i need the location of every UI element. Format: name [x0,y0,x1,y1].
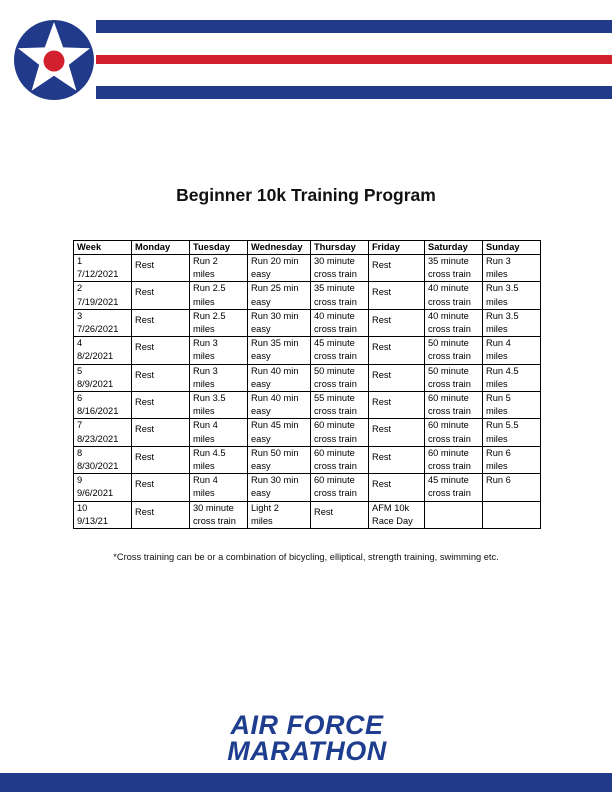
workout-cell [483,392,541,419]
week-number: 4 [77,338,83,349]
workout-cell [369,419,425,446]
workout-cell [369,446,425,473]
week-date: 9/13/21 [77,515,109,526]
workout-cell [311,309,369,336]
table-row [74,419,541,446]
workout-line-1: Run 2 [193,256,218,266]
workout-line-1: Rest [372,479,392,490]
workout-cell [425,364,483,391]
workout-line-1: 35 minute [314,283,355,294]
workout-cell [425,501,483,528]
table-row [74,446,541,473]
workout-cell [248,309,311,336]
workout-cell [311,474,369,501]
workout-cell [190,282,248,309]
workout-line-1: Run 45 min [251,420,299,431]
week-cell [74,337,132,364]
workout-line-2: cross train [314,296,357,307]
workout-line-1: Rest [135,369,155,380]
workout-cell [425,309,483,336]
workout-line-1: Run 40 min [251,393,299,404]
workout-line-2: miles [193,433,215,444]
workout-line-1: 50 minute [428,365,469,376]
week-cell [74,364,132,391]
workout-cell [425,282,483,309]
workout-cell [369,474,425,501]
header-stripe-red [96,55,612,64]
workout-cell [132,255,190,282]
workout-line-1: Rest [135,506,155,517]
workout-cell [248,282,311,309]
week-cell [74,392,132,419]
workout-line-1: 30 minute [314,256,355,266]
workout-cell [190,446,248,473]
workout-cell [248,474,311,501]
header-stripe-navy-bottom [96,86,612,99]
workout-line-2: miles [486,269,508,280]
table-row [74,364,541,391]
workout-line-1: Rest [135,451,155,462]
workout-cell [369,501,425,528]
workout-cell [132,309,190,336]
workout-line-2: miles [193,324,215,335]
workout-line-1: Run 40 min [251,365,299,376]
workout-cell [132,337,190,364]
workout-line-1: Run 4 [193,420,218,431]
workout-line-1: Run 30 min [251,310,299,321]
workout-cell [190,501,248,528]
workout-cell [425,419,483,446]
column-header: Saturday [425,241,483,255]
workout-cell [311,255,369,282]
workout-line-2: cross train [314,406,357,417]
week-cell [74,419,132,446]
workout-cell [483,255,541,282]
workout-line-2: cross train [428,488,471,499]
workout-line-2: easy [251,461,271,472]
workout-line-1: 60 minute [428,393,469,404]
week-cell [74,474,132,501]
workout-cell [311,364,369,391]
week-cell [74,255,132,282]
workout-line-1: Rest [135,479,155,490]
workout-cell [311,282,369,309]
workout-line-1: Run 2.5 [193,310,226,321]
column-header: Thursday [311,241,369,255]
workout-line-1: Rest [135,287,155,298]
workout-cell [190,364,248,391]
workout-line-2: cross train [428,461,471,472]
workout-line-2: miles [486,351,508,362]
workout-line-1: 45 minute [428,475,469,486]
workout-line-2: easy [251,269,271,280]
workout-line-1: Rest [372,397,392,408]
workout-line-1: Rest [372,342,392,353]
workout-line-1: 60 minute [314,475,355,486]
column-header: Week [74,241,132,255]
training-schedule-table [73,240,541,529]
workout-line-2: easy [251,324,271,335]
cross-training-footnote: *Cross training can be or a combination of bicycling, elliptical, strength training, swimming etc. [113,552,499,562]
workout-cell [483,474,541,501]
workout-line-1: Run 4 [193,475,218,486]
workout-cell [248,337,311,364]
column-header: Monday [132,241,190,255]
workout-line-2: miles [193,406,215,417]
page-title: Beginner 10k Training Program [176,185,436,205]
workout-line-1: 40 minute [428,283,469,294]
workout-cell [190,392,248,419]
workout-line-1: Rest [135,260,155,270]
workout-line-2: cross train [193,515,236,526]
workout-line-1: 60 minute [428,420,469,431]
workout-cell [483,419,541,446]
workout-line-2: miles [251,515,273,526]
workout-line-1: Run 3.5 [486,283,519,294]
workout-line-2: cross train [428,433,471,444]
workout-line-1: 50 minute [428,338,469,349]
workout-cell [248,255,311,282]
workout-line-2: cross train [428,351,471,362]
workout-line-2: cross train [428,269,471,280]
workout-cell [311,501,369,528]
workout-cell [483,364,541,391]
workout-cell [248,419,311,446]
workout-line-1: Rest [372,260,392,270]
workout-line-1: Rest [372,314,392,325]
workout-line-1: Run 3 [486,256,511,266]
column-header: Wednesday [248,241,311,255]
workout-line-2: miles [193,269,215,280]
workout-line-1: Rest [135,397,155,408]
table-row [74,255,541,282]
workout-line-2: cross train [428,296,471,307]
workout-line-2: miles [193,351,215,362]
workout-cell [132,446,190,473]
table-row [74,337,541,364]
workout-line-1: Run 5.5 [486,420,519,431]
workout-cell [483,282,541,309]
week-date: 8/16/2021 [77,406,119,417]
workout-line-2: miles [193,488,215,499]
workout-line-1: Rest [372,451,392,462]
week-cell [74,501,132,528]
workout-line-1: Run 3 [193,338,218,349]
workout-line-1: AFM 10k [372,502,410,513]
workout-line-2: easy [251,296,271,307]
workout-line-1: Run 4 [486,338,511,349]
workout-line-1: Run 4.5 [486,365,519,376]
workout-line-2: cross train [314,488,357,499]
week-date: 8/9/2021 [77,378,114,389]
column-header: Sunday [483,241,541,255]
week-number: 2 [77,283,83,294]
footer-stripe [0,773,612,792]
table-row [74,282,541,309]
workout-cell [190,255,248,282]
workout-line-1: 45 minute [314,338,355,349]
week-cell [74,446,132,473]
workout-line-2: cross train [428,406,471,417]
workout-line-1: Run 3.5 [193,393,226,404]
workout-cell [311,392,369,419]
workout-cell [425,474,483,501]
air-force-marathon-logo [221,712,393,764]
workout-line-1: Rest [135,314,155,325]
roundel-star-icon [14,20,94,100]
workout-line-1: Rest [372,287,392,298]
workout-line-1: 35 minute [428,256,469,266]
workout-cell [369,392,425,419]
workout-line-2: cross train [428,324,471,335]
workout-cell [483,446,541,473]
logo-line-2: MARATHON [227,736,387,766]
table-header-row [74,241,541,255]
workout-cell [190,337,248,364]
workout-line-1: Run 25 min [251,283,299,294]
workout-cell [132,501,190,528]
workout-cell [425,392,483,419]
workout-line-1: 60 minute [314,447,355,458]
workout-line-2: cross train [314,378,357,389]
table-row [74,501,541,528]
workout-cell [483,337,541,364]
workout-line-2: easy [251,433,271,444]
workout-line-1: Rest [135,342,155,353]
week-cell [74,282,132,309]
workout-line-1: 50 minute [314,365,355,376]
week-number: 1 [77,256,83,266]
workout-line-1: 55 minute [314,393,355,404]
workout-line-2: cross train [314,461,357,472]
workout-line-2: cross train [314,433,357,444]
workout-cell [190,474,248,501]
workout-line-2: miles [486,378,508,389]
workout-line-1: Rest [372,424,392,435]
workout-line-2: miles [486,296,508,307]
workout-cell [369,309,425,336]
week-number: 5 [77,365,83,376]
week-date: 8/30/2021 [77,461,119,472]
workout-line-1: 40 minute [314,310,355,321]
workout-line-1: Light 2 [251,502,279,513]
column-header: Friday [369,241,425,255]
table-row [74,474,541,501]
week-date: 9/6/2021 [77,488,114,499]
header-banner [0,0,612,110]
week-number: 9 [77,475,83,486]
workout-line-2: easy [251,351,271,362]
week-number: 7 [77,420,83,431]
week-date: 8/23/2021 [77,433,119,444]
workout-cell [132,419,190,446]
week-date: 7/26/2021 [77,324,119,335]
workout-line-1: Run 4.5 [193,447,226,458]
workout-line-2: miles [193,296,215,307]
workout-line-1: Run 6 [486,475,511,486]
week-date: 8/2/2021 [77,351,114,362]
workout-line-1: Run 3.5 [486,310,519,321]
workout-line-2: miles [486,433,508,444]
workout-cell [369,337,425,364]
workout-cell [248,446,311,473]
workout-line-1: Run 5 [486,393,511,404]
week-number: 10 [77,502,88,513]
workout-line-1: Rest [314,506,334,517]
workout-line-2: miles [193,378,215,389]
workout-cell [132,474,190,501]
workout-line-2: miles [486,461,508,472]
workout-line-1: Run 3 [193,365,218,376]
workout-cell [132,392,190,419]
workout-line-1: Run 20 min [251,256,299,266]
workout-cell [248,364,311,391]
workout-cell [311,446,369,473]
workout-cell [190,309,248,336]
workout-cell [311,337,369,364]
workout-line-2: miles [486,406,508,417]
workout-cell [425,255,483,282]
workout-cell [248,501,311,528]
week-date: 7/12/2021 [77,269,119,280]
week-date: 7/19/2021 [77,296,119,307]
workout-line-1: 30 minute [193,502,234,513]
workout-line-1: Run 35 min [251,338,299,349]
logo-line-1: AIR FORCE [230,710,384,740]
table-row [74,392,541,419]
table-row [74,309,541,336]
workout-line-2: miles [486,324,508,335]
workout-line-2: Race Day [372,515,413,526]
workout-line-1: Rest [372,369,392,380]
workout-line-1: Run 50 min [251,447,299,458]
workout-cell [425,446,483,473]
workout-cell [190,419,248,446]
workout-cell [483,309,541,336]
workout-cell [425,337,483,364]
workout-line-1: 60 minute [314,420,355,431]
workout-line-1: Rest [135,424,155,435]
workout-line-2: cross train [314,269,357,280]
header-stripe-navy-top [96,20,612,33]
workout-line-1: 40 minute [428,310,469,321]
week-number: 8 [77,447,83,458]
workout-cell [248,392,311,419]
workout-line-2: cross train [428,378,471,389]
week-cell [74,309,132,336]
workout-line-2: easy [251,406,271,417]
workout-line-2: easy [251,488,271,499]
workout-line-2: miles [193,461,215,472]
column-header: Tuesday [190,241,248,255]
workout-cell [132,282,190,309]
workout-cell [369,282,425,309]
workout-line-1: Run 30 min [251,475,299,486]
week-number: 6 [77,393,83,404]
workout-line-1: 60 minute [428,447,469,458]
workout-line-1: Run 2.5 [193,283,226,294]
workout-line-2: cross train [314,351,357,362]
workout-cell [311,419,369,446]
workout-cell [369,364,425,391]
workout-cell [483,501,541,528]
workout-cell [369,255,425,282]
workout-line-1: Run 6 [486,447,511,458]
workout-line-2: cross train [314,324,357,335]
workout-cell [132,364,190,391]
workout-line-2: easy [251,378,271,389]
week-number: 3 [77,310,83,321]
